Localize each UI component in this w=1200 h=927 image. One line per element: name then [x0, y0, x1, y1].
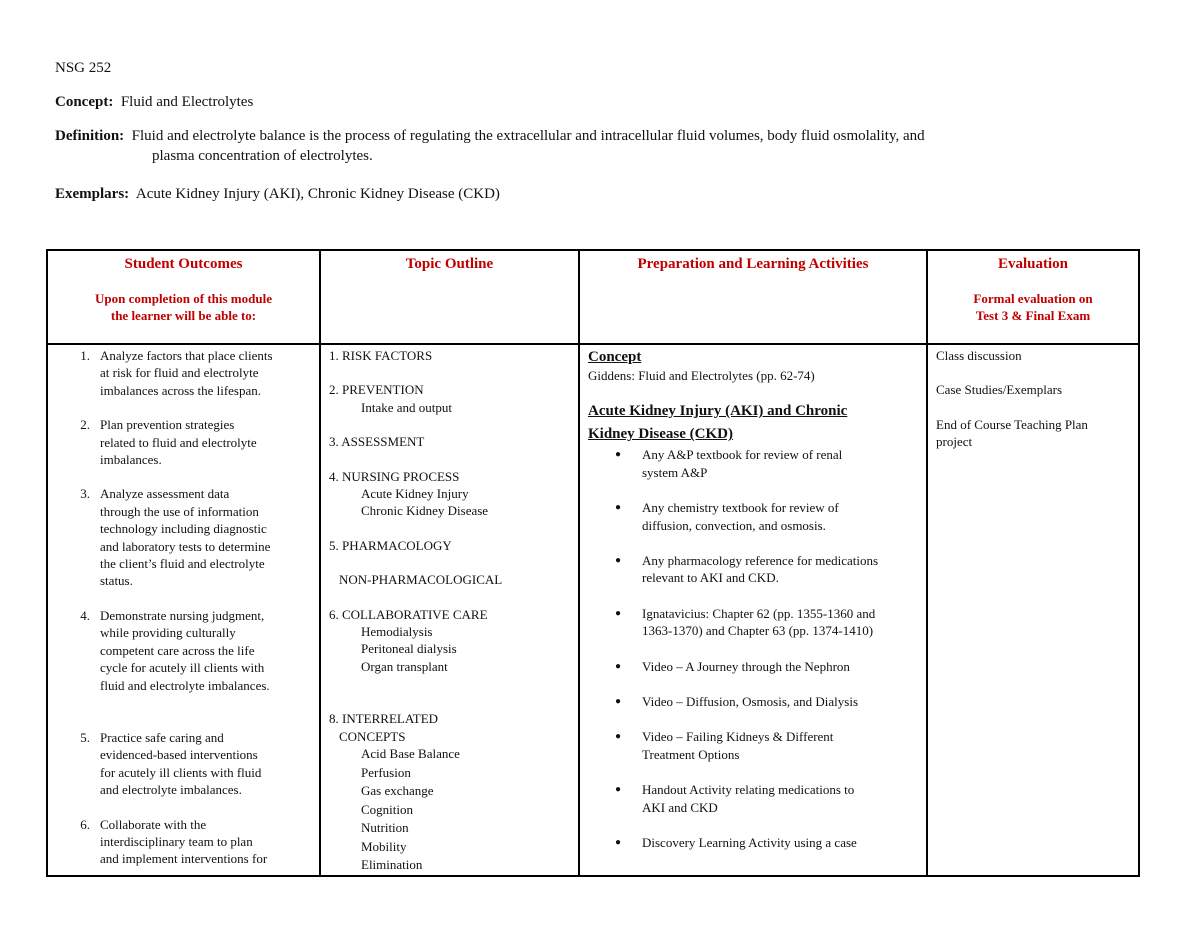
topic-heading: 3. ASSESSMENT [329, 434, 425, 450]
eval-item: End of Course Teaching Plan [936, 416, 1088, 432]
prep-item-line: Video – Diffusion, Osmosis, and Dialysis [642, 694, 859, 710]
outcome-line: the client’s fluid and electrolyte [100, 556, 265, 572]
prep-item-line: Video – Failing Kidneys & Different [642, 729, 834, 745]
topic-subitem: Acute Kidney Injury [361, 486, 469, 502]
outcome-item [48, 416, 313, 468]
topic-heading: 4. NURSING PROCESS [329, 468, 460, 484]
prep-section-heading-line-2: Kidney Disease (CKD) [588, 426, 733, 443]
outcome-line: Plan prevention strategies [100, 417, 235, 433]
exemplars-value: Acute Kidney Injury (AKI), Chronic Kidney Disease (CKD) [135, 186, 500, 202]
outcome-line: and implement interventions for [100, 851, 268, 867]
prep-item-line: Handout Activity relating medications to [642, 782, 855, 798]
outcome-line: status. [100, 573, 133, 589]
outcome-line: competent care across the life [100, 642, 255, 658]
definition-block [55, 126, 1135, 166]
topic-heading: 1. RISK FACTORS [329, 348, 433, 363]
topic-pharmacology [329, 537, 572, 589]
topic-subitem: Acid Base Balance [361, 746, 460, 762]
topic-interrelated-concepts [329, 710, 572, 874]
outcome-line: Analyze factors that place clients [100, 348, 273, 363]
prep-cell [579, 344, 927, 876]
eval-header-cell [927, 250, 1139, 344]
outcome-line: Analyze assessment data [100, 486, 230, 502]
outcome-line: and laboratory tests to determine [100, 538, 271, 554]
outcome-number: 2. [80, 417, 90, 433]
outcomes-sub-line-2: the learner will be able to: [110, 308, 257, 323]
outcome-line: Practice safe caring and [100, 729, 224, 745]
topic-subitem: Intake and output [361, 399, 452, 415]
outcomes-header-subtitle [48, 290, 319, 324]
topic-subitem: Peritoneal dialysis [361, 641, 457, 657]
eval-item: Case Studies/Exemplars [936, 382, 1063, 398]
outcomes-cell [47, 344, 320, 876]
prep-concept-text: Giddens: Fluid and Electrolytes (pp. 62-74) [588, 368, 815, 383]
prep-item-line: Any chemistry textbook for review of [642, 500, 839, 516]
bullet-icon: ● [614, 784, 622, 796]
concept-value: Fluid and Electrolytes [120, 94, 254, 110]
outcomes-header-cell [47, 250, 320, 344]
outcome-item [48, 347, 313, 399]
topic-subitem: Perfusion [361, 764, 411, 780]
topic-subitem: Cognition [361, 801, 414, 817]
topic-subitem: Chronic Kidney Disease [361, 503, 489, 519]
list-item [588, 605, 918, 640]
topic-header-title: Topic Outline [405, 256, 494, 272]
outcome-line: while providing culturally [100, 625, 236, 641]
topic-heading: 2. PREVENTION [329, 382, 424, 398]
outcome-line: evidenced-based interventions [100, 747, 258, 763]
topic-subitem: Organ transplant [361, 658, 448, 674]
outcome-line: interdisciplinary team to plan [100, 833, 253, 849]
prep-header-title: Preparation and Learning Activities [637, 256, 869, 272]
bullet-icon: ● [614, 607, 622, 619]
eval-sub-line-1: Formal evaluation on [973, 291, 1093, 306]
outcomes-sub-line-1: Upon completion of this module [95, 291, 272, 306]
topic-subitem: Mobility [361, 838, 407, 854]
bullet-icon: ● [614, 696, 622, 708]
eval-header-subtitle [928, 290, 1138, 324]
outcome-number: 5. [80, 729, 90, 745]
topic-prevention [329, 381, 572, 416]
topic-heading: 8. INTERRELATED [329, 711, 439, 727]
bullet-icon: ● [614, 837, 622, 849]
definition-line-1: Fluid and electrolyte balance is the process of regulating the extracellular and intracellular fluid volumes, body fluid osmolality, and [131, 128, 925, 144]
topic-header-cell [320, 250, 579, 344]
outcome-line: cycle for acutely ill clients with [100, 660, 265, 676]
outcome-number: 4. [80, 607, 90, 623]
eval-header-title: Evaluation [997, 256, 1069, 272]
outcome-item [48, 607, 313, 694]
topic-subitem: Nutrition [361, 820, 409, 836]
outcome-line: through the use of information [100, 503, 259, 519]
outcome-item [48, 816, 313, 868]
outcome-line: imbalances. [100, 452, 162, 468]
topic-subitem: Hemodialysis [361, 624, 433, 640]
outcome-line: Collaborate with the [100, 816, 207, 832]
outcome-item [48, 729, 313, 799]
teaching-plan-table [46, 249, 1140, 877]
outcome-number: 6. [80, 816, 90, 832]
bullet-icon: ● [614, 660, 622, 672]
prep-item-line: diffusion, convection, and osmosis. [642, 517, 826, 533]
outcome-number: 1. [80, 348, 90, 363]
prep-item-line: system A&P [642, 464, 708, 480]
bullet-icon: ● [614, 555, 622, 567]
outcome-line: for acutely ill clients with fluid [100, 764, 262, 780]
outcome-item [48, 485, 313, 589]
evaluation-list [928, 345, 1138, 451]
outcome-line: at risk for fluid and electrolyte [100, 365, 259, 381]
topic-heading: 5. PHARMACOLOGY [329, 537, 452, 553]
eval-item: project [936, 434, 973, 450]
prep-header-cell [579, 250, 927, 344]
table-header-row [47, 250, 1139, 344]
prep-item-line: AKI and CKD [642, 799, 718, 815]
list-item [588, 446, 918, 481]
course-code: NSG 252 [55, 60, 112, 76]
prep-item-line: Any A&P textbook for review of renal [642, 447, 843, 463]
prep-item-line: Video – A Journey through the Nephron [642, 658, 850, 674]
list-item [588, 552, 918, 587]
eval-item: Class discussion [936, 348, 1022, 363]
prep-item-line: Any pharmacology reference for medications [642, 553, 879, 569]
topic-subitem: NON-PHARMACOLOGICAL [339, 572, 503, 588]
outcomes-header-title: Student Outcomes [124, 256, 243, 272]
topic-heading: 6. COLLABORATIVE CARE [329, 606, 488, 622]
list-item [588, 781, 918, 816]
topic-risk-factors [329, 347, 572, 364]
outcome-number: 3. [80, 486, 90, 502]
list-item [588, 499, 918, 534]
prep-concept-heading: Concept [588, 349, 642, 365]
outcome-line: fluid and electrolyte imbalances. [100, 677, 270, 693]
definition-line-2: plasma concentration of electrolytes. [152, 148, 373, 164]
bullet-icon: ● [614, 449, 622, 461]
list-item [588, 728, 918, 763]
topic-outline [321, 345, 578, 875]
bullet-icon: ● [614, 731, 622, 743]
topic-nursing-process [329, 468, 572, 520]
outcome-line: and electrolyte imbalances. [100, 782, 242, 798]
exemplars-label: Exemplars: [55, 186, 130, 202]
topic-assessment [329, 433, 572, 450]
definition-label: Definition: [55, 128, 125, 144]
exemplars-line [55, 184, 500, 204]
prep-item-line: Discovery Learning Activity using a case [642, 835, 857, 851]
prep-item-line: 1363-1370) and Chapter 63 (pp. 1374-1410) [642, 623, 874, 639]
outcome-line: related to fluid and electrolyte [100, 434, 257, 450]
outcome-line: technology including diagnostic [100, 521, 267, 537]
bullet-icon: ● [614, 502, 622, 514]
topic-collaborative-care [329, 606, 572, 676]
prep-item-line: Ignatavicius: Chapter 62 (pp. 1355-1360 and [642, 605, 876, 621]
concept-label: Concept: [55, 94, 114, 110]
topic-subitem: Elimination [361, 857, 423, 873]
prep-activities [580, 345, 926, 852]
outcome-line: Demonstrate nursing judgment, [100, 607, 265, 623]
prep-item-line: Treatment Options [642, 746, 740, 762]
list-item [588, 834, 918, 851]
eval-sub-line-2: Test 3 & Final Exam [975, 308, 1091, 323]
prep-section-heading-line-1: Acute Kidney Injury (AKI) and Chronic [588, 403, 848, 420]
table-body-row [47, 344, 1139, 876]
prep-activity-list [588, 446, 918, 851]
outcomes-list [48, 345, 319, 868]
list-item [588, 658, 918, 675]
topic-subitem: Gas exchange [361, 783, 434, 799]
concept-line [55, 92, 253, 112]
prep-item-line: relevant to AKI and CKD. [642, 570, 779, 586]
list-item [588, 693, 918, 710]
topics-cell [320, 344, 579, 876]
eval-cell [927, 344, 1139, 876]
topic-heading-wrap: CONCEPTS [339, 728, 406, 744]
outcome-line: imbalances across the lifespan. [100, 382, 261, 398]
